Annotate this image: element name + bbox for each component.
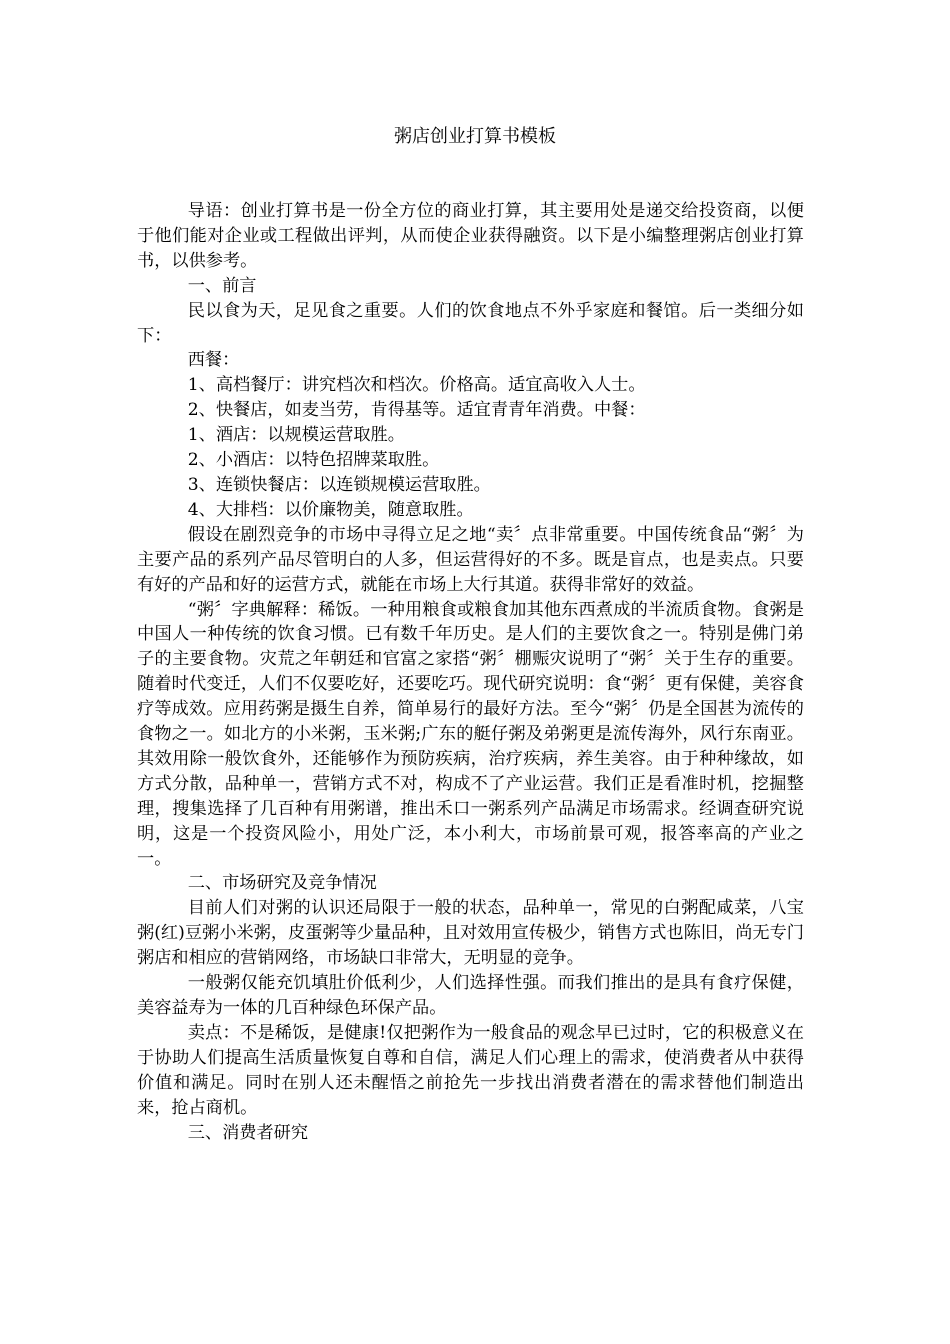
paragraph-intro: 导语：创业打算书是一份全方位的商业打算，其主要用处是递交给投资商，以便于他们能对企业或工程做出评判，从而使企业获得融资。以下是小编整理粥店创业打算书，以供参考。 xyxy=(137,201,804,271)
list-item: 2、快餐店，如麦当劳，肯得基等。适宜青青年消费。中餐： xyxy=(187,400,646,421)
section-heading-preface: 一、前言 xyxy=(187,275,257,296)
list-item: 2、小酒店：以特色招牌菜取胜。 xyxy=(187,450,440,471)
list-item: 1、酒店：以规模运营取胜。 xyxy=(187,425,405,446)
document-title: 粥店创业打算书模板 xyxy=(394,126,556,147)
paragraph: 目前人们对粥的认识还局限于一般的状态，品种单一，常见的白粥配咸菜，八宝粥(红)豆粥小米粥，皮蛋粥等少量品种，且对效用宣传极少，销售方式也陈旧，尚无专门粥店和相应的营销网络，市场缺口非常大，无明显的竞争。 xyxy=(137,898,804,969)
paragraph: 一般粥仅能充饥填肚价低利少，人们选择性强。而我们推出的是具有食疗保健，美容益寿为一体的几百种绿色环保产品。 xyxy=(137,973,804,1018)
paragraph: 卖点：不是稀饭，是健康!仅把粥作为一般食品的观念早已过时，它的积极意义在于协助人们提高生活质量恢复自尊和自信，满足人们心理上的需求，使消费者从中获得价值和满足。同时在别人还未醒悟之前抢先一步找出消费者潜在的需求替他们制造出来，抢占商机。 xyxy=(137,1022,804,1118)
paragraph: 假设在剧烈竞争的市场中寻得立足之地“卖〞点非常重要。中国传统食品“粥〞为主要产品的系列产品尽管明白的人多，但运营得好的不多。既是盲点，也是卖点。只要有好的产品和好的运营方式，就能在市场上大行其道。获得非常好的效益。 xyxy=(137,524,804,595)
list-item: 1、高档餐厅：讲究档次和档次。价格高。适宜高收入人士。 xyxy=(187,375,646,396)
section-heading-consumer: 三、消费者研究 xyxy=(187,1122,309,1143)
paragraph: 民以食为天，足见食之重要。人们的饮食地点不外乎家庭和餐馆。后一类细分如下： xyxy=(137,300,804,346)
list-item: 3、连锁快餐店：以连锁规模运营取胜。 xyxy=(187,474,491,495)
paragraph: “粥〞字典解释：稀饭。一种用粮食或粮食加其他东西煮成的半流质食物。食粥是中国人一种传统的饮食习惯。已有数千年历史。是人们的主要饮食之一。特别是佛门弟子的主要食物。灾荒之年朝廷和官富之家搭“粥〞棚赈灾说明了“粥〞关于生存的重要。随着时代变迁，人们不仅要吃好，还要吃巧。现代研究说明：食“粥〞更有保健，美容食疗等成效。应用药粥是摄生自养，简单易行的最好方法。至今“粥〞仍是全国甚为流传的食物之一。如北方的小米粥，玉米粥;广东的艇仔粥及弟粥更是流传海外，风行东南亚。其效用除一般饮食外，还能够作为预防疾病，治疗疾病，养生美容。由于种种缘故，如方式分散，品种单一，营销方式不对，构成不了产业运营。我们正是看准时机，挖掘整理，搜集选择了几百种有用粥谱，推出禾口一粥系列产品满足市场需求。经调查研究说明，这是一个投资风险小，用处广泛，本小利大，市场前景可观，报答率高的产业之一。 xyxy=(137,599,804,869)
paragraph: 西餐： xyxy=(187,350,240,371)
list-item: 4、大排档：以价廉物美，随意取胜。 xyxy=(187,499,474,520)
document-body xyxy=(137,199,804,1145)
section-heading-market: 二、市场研究及竞争情况 xyxy=(187,873,377,894)
